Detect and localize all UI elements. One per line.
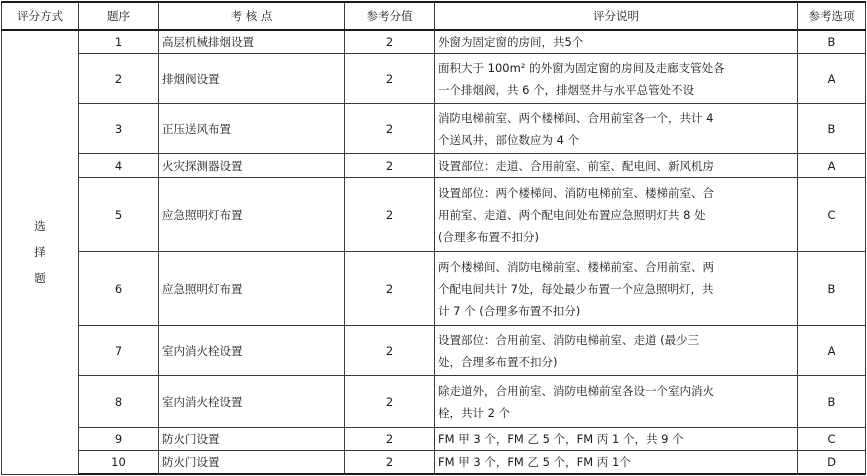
option-cell: A xyxy=(798,326,866,376)
table-row xyxy=(2,451,866,475)
method-char: 选 xyxy=(34,219,46,234)
option-cell: C xyxy=(798,428,866,451)
desc-line: 外窗为固定窗的房间，共5个 xyxy=(438,35,584,49)
point-cell: 室内消火栓设置 xyxy=(159,326,345,376)
method-cell xyxy=(2,30,79,474)
desc-line: 个送风井，部位数应为 4 个 xyxy=(438,132,580,147)
desc-cell xyxy=(435,451,798,475)
point-cell: 高层机械排烟设置 xyxy=(159,30,345,54)
option-cell: B xyxy=(798,376,866,428)
desc-cell xyxy=(435,428,798,451)
desc-line: 一个排烟阀，共 6 个，排烟竖井与水平总管处不设 xyxy=(438,82,695,97)
seq-cell: 8 xyxy=(79,376,159,428)
desc-line: 用前室、走道、两个配电间处布置应急照明灯共 8 处 xyxy=(438,207,706,222)
option-cell: D xyxy=(798,451,866,475)
seq-cell: 2 xyxy=(79,54,159,104)
score-cell: 2 xyxy=(345,30,435,54)
desc-line: 消防电梯前室、两个楼梯间、合用前室各一个，共计 4 xyxy=(438,110,714,125)
point-cell: 正压送风布置 xyxy=(159,104,345,154)
desc-line: 面积大于 100m² 的外窗为固定窗的房间及走廊支管处各 xyxy=(438,60,725,75)
desc-line: 计 7 个 (合理多布置不扣分) xyxy=(438,303,581,318)
header-method: 评分方式 xyxy=(2,2,79,30)
seq-cell: 7 xyxy=(79,326,159,376)
table-row xyxy=(2,178,866,252)
score-cell: 2 xyxy=(345,376,435,428)
desc-line: 两个楼梯间、消防电梯前室、楼梯前室、合用前室、两 xyxy=(438,259,714,274)
score-cell: 2 xyxy=(345,428,435,451)
seq-cell: 5 xyxy=(79,178,159,252)
table-row xyxy=(2,326,866,376)
point-cell: 应急照明灯布置 xyxy=(159,178,345,252)
table-row xyxy=(2,104,866,154)
seq-cell: 6 xyxy=(79,252,159,326)
desc-cell xyxy=(435,154,798,178)
method-char: 题 xyxy=(34,271,46,286)
table-row xyxy=(2,428,866,451)
desc-line: FM 甲 3 个，FM 乙 5 个，FM 丙 1个 xyxy=(438,455,631,469)
table-row xyxy=(2,30,866,54)
option-cell: A xyxy=(798,54,866,104)
desc-cell xyxy=(435,178,798,252)
desc-line: 个配电间共计 7处，每处最少布置一个应急照明灯，共 xyxy=(438,281,714,296)
point-cell: 防火门设置 xyxy=(159,451,345,475)
desc-line: 设置部位：走道、合用前室、前室、配电间、新风机房 xyxy=(438,158,714,173)
score-cell: 2 xyxy=(345,154,435,178)
header-option: 参考选项 xyxy=(798,2,866,30)
seq-cell: 9 xyxy=(79,428,159,451)
desc-cell xyxy=(435,54,798,104)
table-row xyxy=(2,252,866,326)
desc-cell xyxy=(435,252,798,326)
desc-line: 处，合理多布置不扣分) xyxy=(438,354,558,369)
point-cell: 应急照明灯布置 xyxy=(159,252,345,326)
seq-cell: 10 xyxy=(79,451,159,475)
method-char: 择 xyxy=(34,245,46,260)
desc-cell xyxy=(435,30,798,54)
option-cell: B xyxy=(798,104,866,154)
score-cell: 2 xyxy=(345,326,435,376)
score-cell: 2 xyxy=(345,104,435,154)
header-desc: 评分说明 xyxy=(435,2,798,30)
scoring-table xyxy=(1,1,866,475)
score-cell: 2 xyxy=(345,54,435,104)
score-cell: 2 xyxy=(345,178,435,252)
option-cell: C xyxy=(798,178,866,252)
table-row xyxy=(2,54,866,104)
desc-line: FM 甲 3 个，FM 乙 5 个，FM 丙 1 个，共 9 个 xyxy=(438,432,684,446)
point-cell: 排烟阀设置 xyxy=(159,54,345,104)
desc-cell xyxy=(435,376,798,428)
desc-line: 设置部位：两个楼梯间、消防电梯前室、楼梯前室、合 xyxy=(438,185,714,200)
score-cell: 2 xyxy=(345,252,435,326)
option-cell: A xyxy=(798,154,866,178)
point-cell: 火灾探测器设置 xyxy=(159,154,345,178)
point-cell: 防火门设置 xyxy=(159,428,345,451)
seq-cell: 4 xyxy=(79,154,159,178)
desc-line: 栓，共计 2 个 xyxy=(438,405,511,420)
option-cell: B xyxy=(798,252,866,326)
score-cell: 2 xyxy=(345,451,435,475)
header-score: 参考分值 xyxy=(345,2,435,30)
desc-cell xyxy=(435,326,798,376)
header-row xyxy=(2,2,866,30)
seq-cell: 3 xyxy=(79,104,159,154)
desc-line: 除走道外，合用前室、消防电梯前室各设一个室内消火 xyxy=(438,383,714,398)
header-point: 考 核 点 xyxy=(159,2,345,30)
seq-cell: 1 xyxy=(79,30,159,54)
header-seq: 题序 xyxy=(79,2,159,30)
point-cell: 室内消火栓设置 xyxy=(159,376,345,428)
desc-cell xyxy=(435,104,798,154)
desc-line: (合理多布置不扣分) xyxy=(438,229,539,244)
table-row xyxy=(2,376,866,428)
option-cell: B xyxy=(798,30,866,54)
table-row xyxy=(2,154,866,178)
desc-line: 设置部位：合用前室、消防电梯前室、走道 (最少三 xyxy=(438,332,700,347)
